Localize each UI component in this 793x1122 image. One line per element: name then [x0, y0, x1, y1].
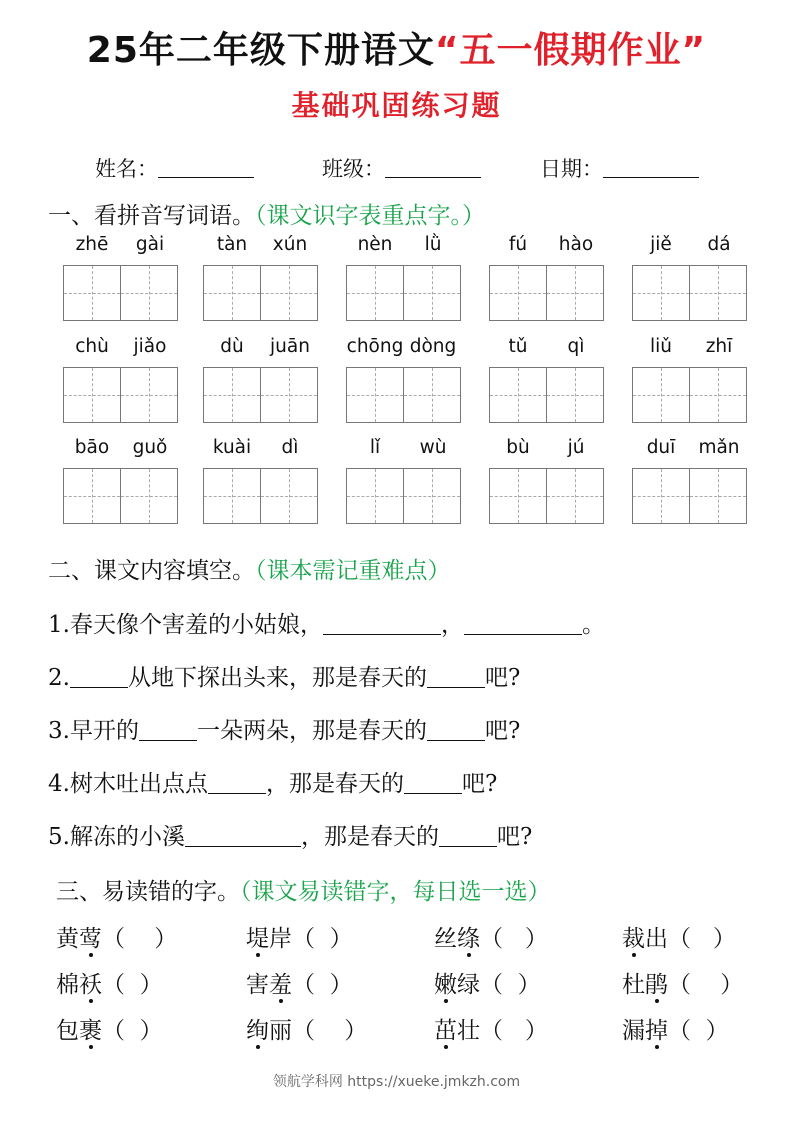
reading-word: [434, 920, 548, 953]
pinyin-syllable: hào: [558, 234, 594, 255]
answer-paren[interactable]: （ ）: [480, 972, 541, 998]
section1-title: 一、看拼音写词语。（课文识字表重点字。）: [48, 203, 485, 229]
word-char: 丽: [269, 1018, 292, 1044]
word-char: 杜: [622, 972, 645, 998]
answer-paren[interactable]: （ ）: [668, 1018, 729, 1044]
word-char: 漏: [622, 1018, 645, 1044]
pinyin-syllable: jú: [567, 437, 585, 458]
answer-paren[interactable]: （ ）: [668, 926, 736, 952]
word-group: [63, 336, 179, 360]
dotted-char: 鹃: [645, 972, 668, 998]
pinyin-row: [489, 336, 605, 360]
pinyin-syllable: dì: [281, 437, 299, 458]
writing-box[interactable]: [63, 265, 121, 321]
pinyin-row: [63, 437, 179, 461]
fill-blank[interactable]: [464, 612, 582, 635]
word-char: 黄: [56, 926, 79, 952]
fill-blank[interactable]: [439, 824, 497, 847]
writing-box[interactable]: [261, 468, 318, 524]
writing-box[interactable]: [261, 265, 318, 321]
word-group: [632, 234, 748, 258]
dotted-char: 袄: [79, 972, 102, 998]
fill-line-1: 1.春天像个害羞的小姑娘， ， 。: [48, 612, 605, 638]
pinyin-syllable: gài: [135, 234, 165, 255]
pinyin-syllable: wù: [419, 437, 447, 458]
fill-blank[interactable]: [427, 665, 485, 688]
section1-note: （课文识字表重点字。）: [255, 203, 485, 229]
answer-paren[interactable]: （ ）: [292, 972, 353, 998]
dotted-char: 绦: [457, 926, 480, 952]
fill-blank[interactable]: [404, 771, 462, 794]
section2-note: （课本需记重难点）: [255, 558, 451, 584]
pinyin-syllable: bāo: [74, 437, 110, 458]
answer-paren[interactable]: （ ）: [102, 1018, 163, 1044]
writing-box[interactable]: [346, 265, 404, 321]
reading-word: [622, 1012, 729, 1045]
word-group: [346, 437, 462, 461]
word-char: 壮: [457, 1018, 480, 1044]
date-blank[interactable]: [603, 157, 699, 178]
word-group: [203, 234, 319, 258]
dotted-char: 嫩: [434, 972, 457, 998]
pinyin-syllable: xún: [272, 234, 308, 255]
reading-word: [434, 1012, 548, 1045]
word-char: 棉: [56, 972, 79, 998]
writing-box[interactable]: [690, 367, 747, 423]
pinyin-syllable: dòng: [409, 336, 457, 357]
pinyin-row: [63, 336, 179, 360]
pinyin-row: [203, 336, 319, 360]
footer-watermark: 领航学科网 https://xueke.jmkzh.com: [272, 1074, 521, 1090]
pinyin-syllable: dù: [220, 336, 244, 357]
word-char: 绿: [457, 972, 480, 998]
fill-line-5: 5.解冻的小溪 ，那是春天的 吧?: [48, 824, 533, 850]
pinyin-syllable: bù: [506, 437, 530, 458]
pinyin-syllable: zhē: [75, 234, 109, 255]
pinyin-syllable: chù: [75, 336, 109, 357]
writing-box[interactable]: [346, 468, 404, 524]
fill-line-2: 2. 从地下探出头来，那是春天的 吧?: [48, 665, 521, 691]
pinyin-syllable: qì: [567, 336, 585, 357]
writing-box[interactable]: [404, 265, 461, 321]
pinyin-syllable: juān: [270, 336, 310, 357]
reading-word: [246, 966, 353, 999]
pinyin-row: [346, 437, 462, 461]
writing-box[interactable]: [203, 265, 261, 321]
reading-word: [56, 1012, 163, 1045]
writing-box[interactable]: [346, 367, 404, 423]
answer-paren[interactable]: （ ）: [102, 926, 178, 952]
reading-word: [246, 920, 353, 953]
word-char: 害: [246, 972, 269, 998]
writing-box[interactable]: [547, 265, 604, 321]
section3-note: （课文易读错字，每日选一选）: [240, 879, 551, 905]
writing-box[interactable]: [489, 367, 547, 423]
dotted-char: 绚: [246, 1018, 269, 1044]
word-char: 岸: [269, 926, 292, 952]
pinyin-syllable: chōng: [346, 336, 404, 357]
reading-word: [434, 966, 541, 999]
pinyin-row: [346, 234, 462, 258]
pinyin-row: [632, 437, 748, 461]
writing-box[interactable]: [121, 367, 178, 423]
dotted-char: 掉: [645, 1018, 668, 1044]
pinyin-syllable: duī: [646, 437, 676, 458]
answer-paren[interactable]: （ ）: [292, 926, 353, 952]
pinyin-syllable: guǒ: [132, 437, 168, 458]
pinyin-syllable: mǎn: [698, 437, 740, 458]
pinyin-syllable: fú: [508, 234, 528, 255]
word-group: [203, 437, 319, 461]
reading-word: [622, 966, 743, 999]
writing-box[interactable]: [63, 468, 121, 524]
writing-box[interactable]: [203, 468, 261, 524]
name-field: 姓名：: [95, 153, 254, 183]
pinyin-syllable: tàn: [216, 234, 248, 255]
pinyin-syllable: lǜ: [424, 234, 442, 255]
writing-box[interactable]: [63, 367, 121, 423]
writing-box[interactable]: [489, 468, 547, 524]
pinyin-row: [63, 234, 179, 258]
answer-paren[interactable]: （ ）: [480, 1018, 548, 1044]
dotted-char: 羞: [269, 972, 292, 998]
pinyin-syllable: zhī: [705, 336, 733, 357]
answer-paren[interactable]: （ ）: [480, 926, 548, 952]
word-group: [489, 234, 605, 258]
pinyin-row: [203, 437, 319, 461]
pinyin-row: [489, 234, 605, 258]
word-group: [489, 437, 605, 461]
answer-paren[interactable]: （ ）: [292, 1018, 368, 1044]
fill-line-3: 3.早开的 一朵两朵，那是春天的 吧?: [48, 718, 521, 744]
writing-box[interactable]: [489, 265, 547, 321]
fill-blank[interactable]: [139, 718, 197, 741]
fill-blank[interactable]: [70, 665, 128, 688]
pinyin-row: [203, 234, 319, 258]
answer-paren[interactable]: （ ）: [668, 972, 744, 998]
pinyin-row: [632, 234, 748, 258]
word-char: 丝: [434, 926, 457, 952]
writing-box[interactable]: [261, 367, 318, 423]
pinyin-syllable: jiǎo: [133, 336, 167, 357]
pinyin-row: [346, 336, 462, 360]
dotted-char: 裁: [622, 926, 645, 952]
pinyin-row: [489, 437, 605, 461]
class-blank[interactable]: [385, 157, 481, 178]
writing-box[interactable]: [203, 367, 261, 423]
pinyin-syllable: kuài: [212, 437, 252, 458]
reading-word: [622, 920, 736, 953]
section3-title: 三、易读错的字。（课文易读错字，每日选一选）: [56, 879, 551, 905]
name-blank[interactable]: [158, 157, 254, 178]
pinyin-syllable: lǐ: [369, 437, 381, 458]
class-field: 班级：: [322, 153, 481, 183]
word-char: 包: [56, 1018, 79, 1044]
dotted-char: 堤: [246, 926, 269, 952]
word-group: [63, 437, 179, 461]
fill-line-4: 4.树木吐出点点 ，那是春天的 吧?: [48, 771, 498, 797]
word-group: [203, 336, 319, 360]
word-group: [63, 234, 179, 258]
writing-box[interactable]: [547, 468, 604, 524]
fill-blank[interactable]: [427, 718, 485, 741]
writing-box[interactable]: [121, 468, 178, 524]
date-field: 日期：: [540, 153, 699, 183]
writing-box[interactable]: [632, 367, 690, 423]
writing-box[interactable]: [404, 468, 461, 524]
writing-box[interactable]: [121, 265, 178, 321]
title-highlight: “五一假期作业”: [434, 30, 707, 71]
word-group: [489, 336, 605, 360]
dotted-char: 莺: [79, 926, 102, 952]
section2-title: 二、课文内容填空。（课本需记重难点）: [48, 558, 451, 584]
page-subtitle: 基础巩固练习题: [291, 89, 502, 122]
word-group: [346, 336, 462, 360]
writing-box[interactable]: [632, 265, 690, 321]
writing-box[interactable]: [690, 468, 747, 524]
pinyin-syllable: tǔ: [508, 336, 528, 357]
reading-word: [246, 1012, 367, 1045]
pinyin-syllable: dá: [707, 234, 731, 255]
pinyin-syllable: jiě: [650, 234, 672, 255]
writing-box[interactable]: [690, 265, 747, 321]
word-char: 出: [645, 926, 668, 952]
page-title: 25年二年级下册语文“五一假期作业”: [86, 30, 707, 71]
word-group: [632, 336, 748, 360]
reading-word: [56, 920, 177, 953]
word-group: [346, 234, 462, 258]
writing-box[interactable]: [404, 367, 461, 423]
answer-paren[interactable]: （ ）: [102, 972, 163, 998]
writing-box[interactable]: [632, 468, 690, 524]
pinyin-row: [632, 336, 748, 360]
fill-blank[interactable]: [323, 612, 441, 635]
fill-blank[interactable]: [208, 771, 266, 794]
pinyin-syllable: nèn: [357, 234, 393, 255]
fill-blank[interactable]: [185, 824, 301, 847]
writing-box[interactable]: [547, 367, 604, 423]
dotted-char: 茁: [434, 1018, 457, 1044]
dotted-char: 裹: [79, 1018, 102, 1044]
reading-word: [56, 966, 163, 999]
pinyin-syllable: liǔ: [649, 336, 672, 357]
word-group: [632, 437, 748, 461]
